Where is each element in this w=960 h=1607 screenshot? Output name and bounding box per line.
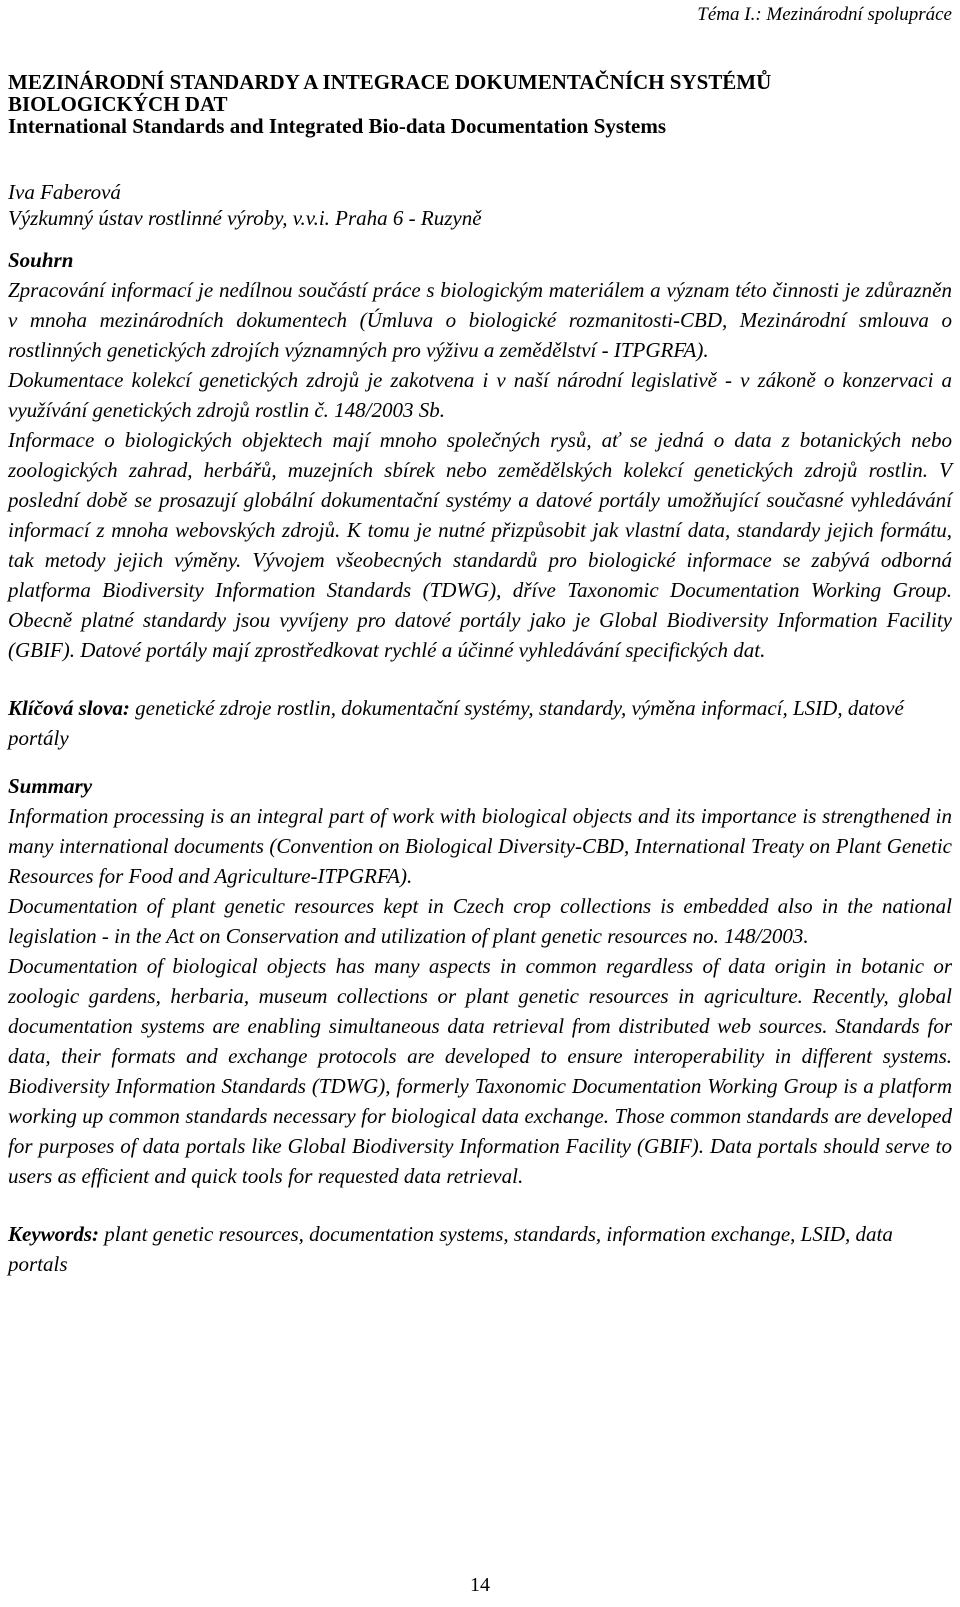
summary-paragraph-3: Documentation of biological objects has many aspects in common regardless of data origin in botanic or zoologic gardens, herbaria, museum collections or plant genetic resources in agriculture. Recently, global documentation systems are enabling simultaneous data retrieval from distributed web sources. Standards for data, their formats and exchange protocols are developed to ensure interoperability in different systems. Biodiversity Information Standards (TDWG), formerly Taxonomic Documentation Working Group is a platform working up common standards necessary for biological data exchange. Those common standards are developed for purposes of data portals like Global Biodiversity Information Facility (GBIF). Data portals should serve to users as efficient and quick tools for requested data retrieval. [8, 954, 952, 1188]
souhrn-paragraph-1: Zpracování informací je nedílnou součástí práce s biologickým materiálem a význam této činnosti je zdůrazněn v mnoha mezinárodních dokumentech (Úmluva o biologické rozmanitosti-CBD, Mezinárodní smlouva o rostlinných genetických zdrojích významných pro výživu a zemědělství - ITPGRFA). [8, 278, 952, 362]
souhrn-paragraph-3: Informace o biologických objektech mají mnoho společných rysů, ať se jedná o data z botanických nebo zoologických zahrad, herbářů, muzejních sbírek nebo zemědělských kolekcí genetických zdrojů rostlin. V poslední době se prosazují globální dokumentační systémy a datové portály umožňující současné vyhledávání informací z mnoha webovských zdrojů. K tomu je nutné přizpůsobit jak vlastní data, standardy jejich formátu, tak metody jejich výměny. Vývojem všeobecných standardů pro biologické informace se zabývá odborná platforma Biodiversity Information Standards (TDWG), dříve Taxonomic Documentation Working Group. Obecně platné standardy jsou vyvíjeny pro datové portály jako je Global Biodiversity Information Facility (GBIF). Datové portály mají zprostředkovat rychlé a účinné vyhledávání specifických dat. [8, 428, 952, 662]
klicova-slova-text: genetické zdroje rostlin, dokumentační systémy, standardy, výměna informací, LSID, datové portály [8, 696, 904, 750]
souhrn-paragraph-2: Dokumentace kolekcí genetických zdrojů je zakotvena i v naší národní legislativě - v zákoně o konzervaci a využívání genetických zdrojů rostlin č. 148/2003 Sb. [8, 368, 952, 422]
keywords [8, 1219, 952, 1279]
document-page [8, 0, 952, 1279]
author-affiliation: Výzkumný ústav rostlinné výroby, v.v.i. Praha 6 - Ruzyně [8, 206, 482, 230]
keywords-text: plant genetic resources, documentation systems, standards, information exchange, LSID, data portals [8, 1222, 893, 1276]
author-name: Iva Faberová [8, 180, 121, 204]
title-czech-line-2: BIOLOGICKÝCH DAT [8, 92, 228, 116]
summary-heading: Summary [8, 774, 93, 798]
summary-paragraph-2: Documentation of plant genetic resources kept in Czech crop collections is embedded also in the national legislation - in the Act on Conservation and utilization of plant genetic resources no. 148/2003. [8, 894, 952, 948]
klicova-slova-label: Klíčová slova: [8, 696, 130, 720]
klicova-slova [8, 693, 952, 753]
page-number: 14 [470, 1574, 490, 1596]
souhrn-heading: Souhrn [8, 248, 74, 272]
running-header: Téma I.: Mezinárodní spolupráce [697, 4, 952, 25]
summary-paragraph-1: Information processing is an integral part of work with biological objects and its importance is strengthened in many international documents (Convention on Biological Diversity-CBD, International Treaty on Plant Genetic Resources for Food and Agriculture-ITPGRFA). [8, 804, 952, 888]
title-block [8, 71, 952, 137]
title-czech-line-1: MEZINÁRODNÍ STANDARDY A INTEGRACE DOKUMENTAČNÍCH SYSTÉMŮ [8, 70, 772, 94]
author-block [8, 179, 952, 231]
title-english: International Standards and Integrated Bio-data Documentation Systems [8, 114, 667, 138]
keywords-label: Keywords: [8, 1222, 99, 1246]
